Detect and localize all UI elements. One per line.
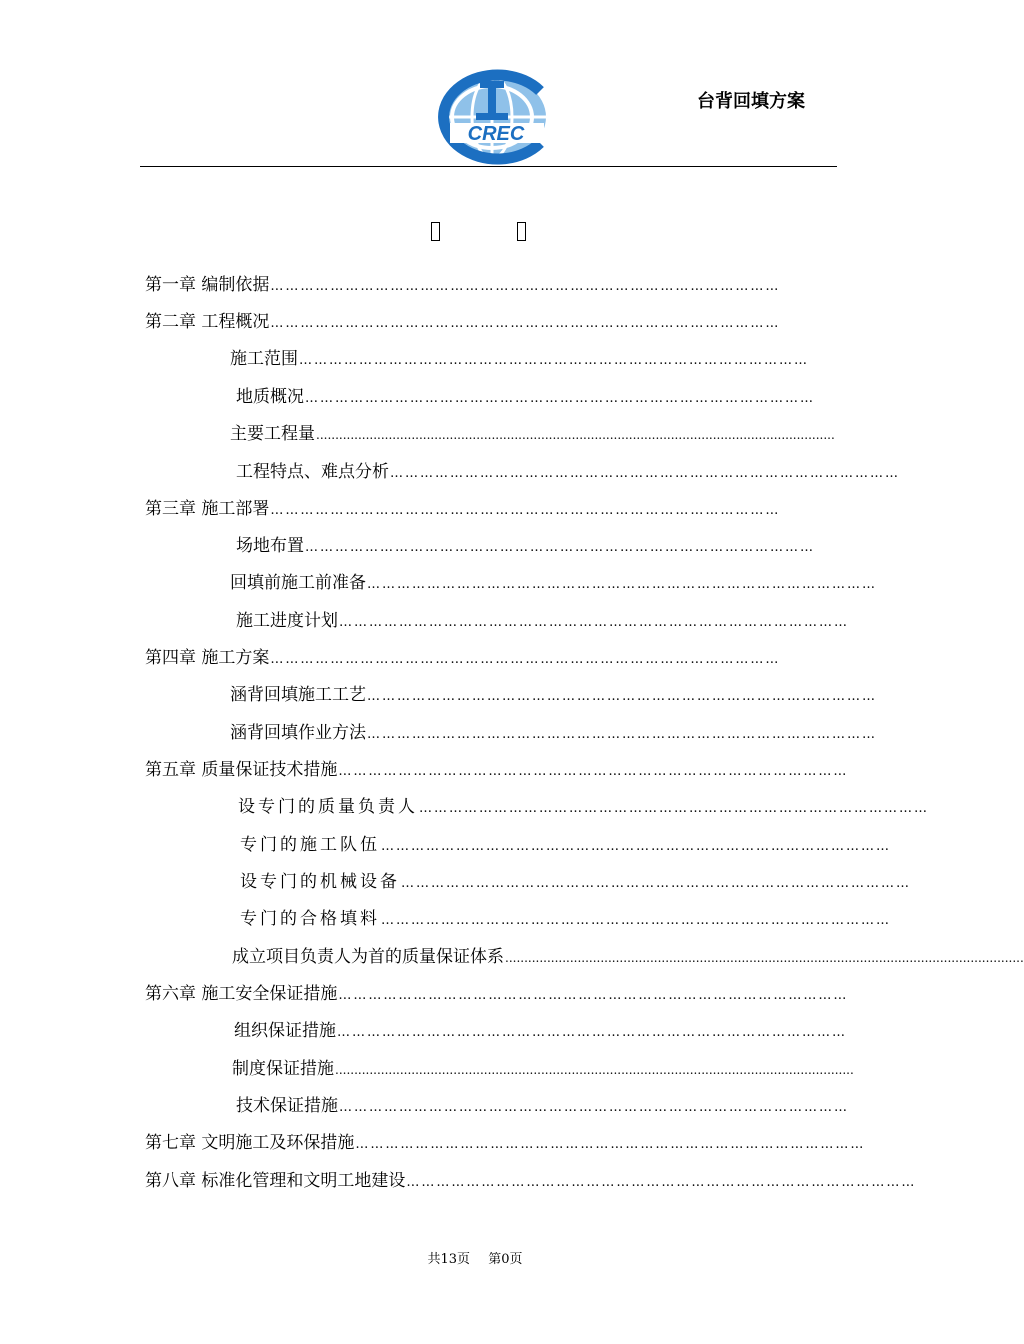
toc-entry[interactable] bbox=[230, 684, 877, 708]
toc-entry[interactable] bbox=[232, 946, 1024, 969]
toc-entry[interactable] bbox=[236, 461, 900, 485]
toc-leader-dots: ………………………………………………………………………………………… bbox=[381, 913, 891, 928]
toc-heading-char bbox=[517, 222, 526, 241]
toc-leader-dots: ………………………………………………………………………………………… bbox=[337, 1025, 847, 1040]
toc-leader-dots: ………………………………………………………………………………………… bbox=[406, 1175, 917, 1190]
page-footer: 共13页 第0页 bbox=[427, 1252, 523, 1267]
toc-entry[interactable] bbox=[145, 498, 823, 522]
toc-entry-label: 场地布置 bbox=[236, 536, 304, 556]
toc-leader-dots: ………………………………………………………………………………………… bbox=[270, 316, 781, 331]
toc-entry-label: 涵背回填作业方法 bbox=[230, 723, 366, 743]
toc-leader-dots: ………………………………………………………………………………………… bbox=[270, 652, 781, 667]
toc-entry-label: 回填前施工前准备 bbox=[230, 573, 366, 593]
toc-entry[interactable] bbox=[145, 311, 823, 335]
toc-entry[interactable] bbox=[230, 572, 877, 596]
toc-entry[interactable] bbox=[236, 1095, 849, 1119]
toc-leader-dots: ………………………………………………………………………………………… bbox=[419, 801, 929, 816]
toc-entry[interactable] bbox=[145, 274, 823, 298]
toc-entry-label: 专门的施工队伍 bbox=[240, 835, 380, 855]
toc-leader-dots: ………………………………………………………………………………………… bbox=[381, 839, 891, 854]
toc-entry-label: 涵背回填施工工艺 bbox=[230, 685, 366, 705]
crec-logo bbox=[436, 73, 556, 161]
toc-entry-label: 第七章 文明施工及环保措施 bbox=[145, 1133, 355, 1153]
toc-entry-label: 第四章 施工方案 bbox=[145, 648, 270, 668]
toc-entry-label: 施工范围 bbox=[230, 349, 298, 369]
toc-leader-dots: ........................................................................................................................................ bbox=[335, 1063, 854, 1077]
toc-entry[interactable] bbox=[236, 386, 823, 410]
document-title: 台背回填方案 bbox=[697, 91, 805, 112]
toc-entry-label: 专门的合格填料 bbox=[240, 909, 380, 929]
header-rule bbox=[140, 166, 837, 167]
toc-entry[interactable] bbox=[230, 423, 835, 446]
toc-entry-label: 制度保证措施 bbox=[232, 1059, 334, 1079]
toc-leader-dots: ………………………………………………………………………………………… bbox=[367, 689, 877, 704]
toc-heading bbox=[0, 222, 950, 246]
toc-entry-label: 工程特点、难点分析 bbox=[236, 462, 389, 482]
toc-entry[interactable] bbox=[240, 908, 891, 932]
toc-entry-label: 设专门的质量负责人 bbox=[238, 797, 418, 817]
toc-entry-label: 主要工程量 bbox=[230, 424, 315, 444]
toc-entry[interactable] bbox=[145, 1132, 866, 1156]
toc-entry[interactable] bbox=[236, 610, 849, 634]
toc-leader-dots: ………………………………………………………………………………………… bbox=[338, 764, 849, 779]
toc-leader-dots: ………………………………………………………………………………………… bbox=[339, 615, 849, 630]
toc-entry-label: 设专门的机械设备 bbox=[240, 872, 400, 892]
toc-entry[interactable] bbox=[145, 647, 823, 671]
toc-entry-label: 成立项目负责人为首的质量保证体系 bbox=[232, 947, 504, 967]
toc-entry[interactable] bbox=[240, 834, 891, 858]
toc-entry-label: 地质概况 bbox=[236, 387, 304, 407]
toc-entry-label: 组织保证措施 bbox=[234, 1021, 336, 1041]
toc-entry[interactable] bbox=[145, 759, 849, 783]
svg-text:CREC: CREC bbox=[467, 123, 525, 145]
toc-entry[interactable] bbox=[238, 796, 929, 820]
toc-leader-dots: ………………………………………………………………………………………… bbox=[270, 503, 781, 518]
toc-entry-label: 施工进度计划 bbox=[236, 611, 338, 631]
toc-leader-dots: ………………………………………………………………………………………… bbox=[367, 727, 877, 742]
toc-entry[interactable] bbox=[230, 348, 857, 372]
toc-leader-dots: ........................................................................................................................................ bbox=[316, 428, 835, 442]
toc-entry[interactable] bbox=[234, 1020, 847, 1044]
toc-heading-char bbox=[431, 222, 440, 241]
toc-entry[interactable] bbox=[145, 1170, 917, 1194]
toc-entry-label: 第六章 施工安全保证措施 bbox=[145, 984, 338, 1004]
toc-entry-label: 第八章 标准化管理和文明工地建设 bbox=[145, 1171, 406, 1191]
toc-entry[interactable] bbox=[232, 1058, 854, 1081]
toc-entry[interactable] bbox=[240, 871, 911, 895]
toc-leader-dots: ………………………………………………………………………………………… bbox=[270, 279, 781, 294]
toc-leader-dots: ………………………………………………………………………………………… bbox=[390, 466, 900, 481]
toc-leader-dots: ………………………………………………………………………………………… bbox=[401, 876, 911, 891]
toc-entry[interactable] bbox=[230, 722, 877, 746]
toc-entry-label: 第五章 质量保证技术措施 bbox=[145, 760, 338, 780]
toc-entry[interactable] bbox=[236, 535, 823, 559]
toc-leader-dots: ………………………………………………………………………………………… bbox=[305, 540, 815, 555]
toc-leader-dots: ………………………………………………………………………………………… bbox=[299, 353, 809, 368]
toc-entry-label: 第一章 编制依据 bbox=[145, 275, 270, 295]
toc-leader-dots: ………………………………………………………………………………………… bbox=[355, 1137, 866, 1152]
toc-entry[interactable] bbox=[145, 983, 849, 1007]
toc-leader-dots: ………………………………………………………………………………………… bbox=[305, 391, 815, 406]
toc-entry-label: 第三章 施工部署 bbox=[145, 499, 270, 519]
toc-entry-label: 第二章 工程概况 bbox=[145, 312, 270, 332]
toc-leader-dots: ………………………………………………………………………………………… bbox=[338, 988, 849, 1003]
toc-entry-label: 技术保证措施 bbox=[236, 1096, 338, 1116]
toc-leader-dots: ………………………………………………………………………………………… bbox=[339, 1100, 849, 1115]
toc-leader-dots: ........................................................................................................................................ bbox=[505, 951, 1024, 965]
toc-leader-dots: ………………………………………………………………………………………… bbox=[367, 577, 877, 592]
